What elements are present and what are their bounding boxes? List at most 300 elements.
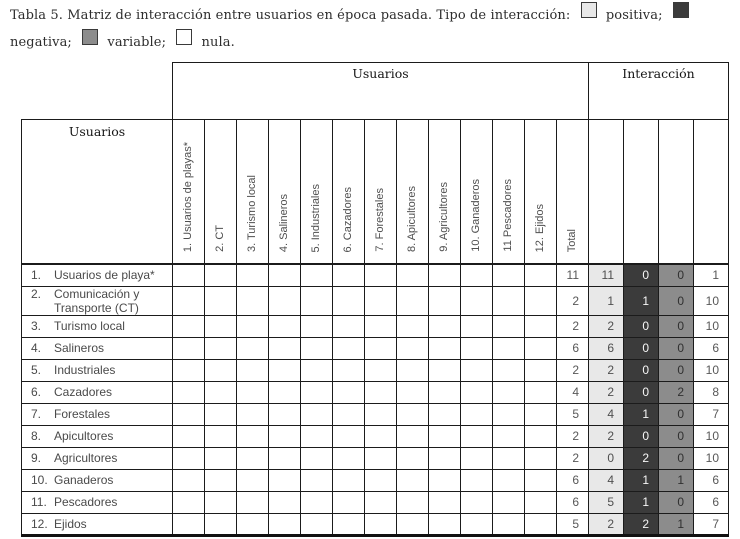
matrix-cell-nula	[365, 315, 397, 337]
matrix-cell-nula	[237, 469, 269, 491]
matrix-row	[22, 381, 729, 403]
matrix-cell-nula	[333, 381, 365, 403]
matrix-row	[22, 264, 729, 286]
legend-variable-swatch-icon	[82, 29, 98, 45]
matrix-body	[22, 264, 729, 535]
interaction-count-variable: 0	[659, 425, 694, 447]
row-label	[22, 491, 173, 513]
matrix-cell-nula	[205, 447, 237, 469]
interaction-count-nula: 10	[694, 425, 729, 447]
interaction-count-nula: 6	[694, 491, 729, 513]
matrix-cell-negativa	[205, 513, 237, 535]
matrix-row	[22, 315, 729, 337]
legend-negativa-swatch-icon	[673, 2, 689, 18]
matrix-cell-positiva	[205, 264, 237, 286]
user-column-header	[237, 120, 269, 265]
row-name: Forestales	[54, 407, 111, 421]
matrix-cell-nula	[333, 315, 365, 337]
row-header-title: Usuarios	[22, 120, 173, 265]
matrix-cell-nula	[237, 381, 269, 403]
matrix-cell-positiva	[365, 425, 397, 447]
matrix-cell-nula	[525, 315, 557, 337]
row-number: 5.	[31, 363, 42, 377]
matrix-cell-nula	[269, 403, 301, 425]
matrix-cell-positiva	[333, 337, 365, 359]
interaction-count-variable: 0	[659, 337, 694, 359]
matrix-cell-positiva	[301, 337, 333, 359]
matrix-cell-positiva	[269, 469, 301, 491]
row-label	[22, 381, 173, 403]
column-header-label: 1. Usuarios de playas*	[181, 141, 194, 252]
interaction-count-positiva: 4	[589, 469, 624, 491]
matrix-cell-nula	[397, 491, 429, 513]
interaction-count-variable: 1	[659, 513, 694, 535]
matrix-row	[22, 513, 729, 535]
matrix-row	[22, 447, 729, 469]
row-name: Ejidos	[54, 516, 87, 531]
matrix-cell-nula	[205, 381, 237, 403]
interaction-header-variable	[659, 120, 694, 265]
total-value: 11	[557, 264, 589, 286]
user-column-header	[397, 120, 429, 265]
interaction-count-positiva: 2	[589, 425, 624, 447]
matrix-cell-positiva	[173, 425, 205, 447]
column-header-label: 9. Agricultores	[437, 182, 450, 252]
row-number: 7.	[31, 407, 42, 421]
matrix-cell-nula	[333, 403, 365, 425]
matrix-cell-nula	[333, 447, 365, 469]
row-number: 9.	[31, 451, 42, 465]
column-header-label: 10. Ganaderos	[469, 179, 482, 252]
interaction-count-variable: 0	[659, 447, 694, 469]
matrix-cell-positiva	[173, 359, 205, 381]
matrix-cell-negativa	[461, 447, 493, 469]
matrix-cell-nula	[493, 315, 525, 337]
matrix-cell-positiva	[173, 513, 205, 535]
interaction-count-nula: 6	[694, 337, 729, 359]
matrix-cell-positiva	[269, 315, 301, 337]
matrix-cell-nula	[205, 469, 237, 491]
matrix-cell-nula	[301, 359, 333, 381]
matrix-cell-nula	[429, 286, 461, 315]
interaction-count-variable: 0	[659, 264, 694, 286]
matrix-cell-nula	[365, 381, 397, 403]
matrix-cell-positiva	[365, 491, 397, 513]
row-label	[22, 403, 173, 425]
interaction-count-nula: 10	[694, 315, 729, 337]
legend-nula-swatch-icon	[176, 29, 192, 45]
row-name: Ganaderos	[54, 473, 114, 487]
matrix-cell-positiva	[269, 381, 301, 403]
matrix-cell-nula	[205, 403, 237, 425]
matrix-cell-nula	[397, 513, 429, 535]
interaction-count-nula: 10	[694, 447, 729, 469]
matrix-cell-positiva	[173, 381, 205, 403]
total-value: 6	[557, 469, 589, 491]
interaction-count-positiva: 2	[589, 315, 624, 337]
column-header-label: 3. Turismo local	[245, 174, 258, 252]
matrix-cell-positiva	[173, 469, 205, 491]
matrix-cell-nula	[333, 359, 365, 381]
matrix-cell-nula	[205, 359, 237, 381]
table-caption	[10, 2, 736, 56]
matrix-cell-nula	[429, 425, 461, 447]
matrix-cell-negativa	[429, 469, 461, 491]
interaction-count-nula: 1	[694, 264, 729, 286]
matrix-cell-nula	[365, 403, 397, 425]
row-name: Pescadores	[54, 495, 118, 509]
row-name: Industriales	[54, 363, 116, 377]
user-column-header	[301, 120, 333, 265]
matrix-cell-nula	[237, 425, 269, 447]
interaction-count-nula: 10	[694, 359, 729, 381]
total-value: 5	[557, 403, 589, 425]
legend-variable-label: variable;	[107, 35, 167, 50]
matrix-cell-nula	[269, 359, 301, 381]
user-column-header	[173, 120, 205, 265]
interaction-count-variable: 1	[659, 469, 694, 491]
matrix-cell-nula	[301, 513, 333, 535]
total-value: 2	[557, 447, 589, 469]
row-label	[22, 315, 173, 337]
matrix-cell-positiva	[493, 513, 525, 535]
matrix-cell-nula	[269, 337, 301, 359]
matrix-cell-nula	[493, 469, 525, 491]
total-value: 4	[557, 381, 589, 403]
matrix-cell-nula	[365, 286, 397, 315]
column-header-label: 7. Forestales	[373, 188, 386, 252]
matrix-cell-nula	[461, 315, 493, 337]
interaction-count-nula: 8	[694, 381, 729, 403]
matrix-cell-nula	[493, 381, 525, 403]
total-value: 2	[557, 286, 589, 315]
row-number: 10.	[31, 473, 48, 487]
matrix-cell-nula	[237, 286, 269, 315]
row-number: 3.	[31, 319, 42, 333]
interaction-count-negativa: 0	[624, 337, 659, 359]
column-header-label: 5. Industriales	[309, 183, 322, 252]
matrix-cell-positiva	[173, 337, 205, 359]
interaction-count-nula: 7	[694, 513, 729, 535]
matrix-cell-positiva	[173, 286, 205, 315]
matrix-cell-nula	[525, 359, 557, 381]
row-name: Agricultores	[54, 451, 118, 465]
legend-nula-label: nula.	[201, 35, 235, 50]
column-header-label: Total	[565, 228, 578, 252]
matrix-cell-positiva	[525, 264, 557, 286]
interaction-count-nula: 6	[694, 469, 729, 491]
matrix-cell-positiva	[173, 491, 205, 513]
matrix-cell-nula	[429, 381, 461, 403]
matrix-cell-nula	[429, 513, 461, 535]
matrix-row	[22, 337, 729, 359]
users-span-header: Usuarios	[173, 63, 589, 120]
matrix-cell-nula	[525, 447, 557, 469]
matrix-cell-nula	[301, 469, 333, 491]
row-name: Apicultores	[54, 429, 114, 443]
matrix-cell-nula	[269, 286, 301, 315]
interaction-header-nula	[694, 120, 729, 265]
matrix-cell-nula	[173, 264, 205, 286]
matrix-cell-nula	[205, 425, 237, 447]
total-value: 2	[557, 315, 589, 337]
interaction-count-positiva: 11	[589, 264, 624, 286]
matrix-cell-positiva	[429, 403, 461, 425]
matrix-cell-nula	[205, 286, 237, 315]
matrix-cell-nula	[429, 337, 461, 359]
matrix-cell-nula	[397, 381, 429, 403]
column-header-label: 4. Salineros	[277, 193, 290, 252]
interaction-count-negativa: 1	[624, 469, 659, 491]
matrix-cell-nula	[301, 315, 333, 337]
matrix-cell-positiva	[237, 337, 269, 359]
row-number: 6.	[31, 385, 42, 399]
matrix-cell-nula	[333, 425, 365, 447]
total-value: 5	[557, 513, 589, 535]
row-name: Turismo local	[54, 319, 125, 333]
row-number: 12.	[31, 516, 48, 531]
interaction-count-positiva: 6	[589, 337, 624, 359]
matrix-cell-nula	[525, 513, 557, 535]
matrix-cell-positiva	[333, 264, 365, 286]
matrix-cell-nula	[461, 513, 493, 535]
matrix-cell-positiva	[269, 491, 301, 513]
interaction-count-variable: 2	[659, 381, 694, 403]
row-label	[22, 359, 173, 381]
total-column-header	[557, 120, 589, 265]
interaction-count-variable: 0	[659, 315, 694, 337]
row-label	[22, 337, 173, 359]
interaction-header-positiva	[589, 120, 624, 265]
matrix-cell-nula	[429, 447, 461, 469]
row-label	[22, 447, 173, 469]
matrix-cell-positiva	[493, 403, 525, 425]
legend-positiva-label: positiva;	[605, 8, 663, 23]
matrix-cell-nula	[237, 403, 269, 425]
matrix-cell-nula	[493, 425, 525, 447]
matrix-cell-positiva	[493, 337, 525, 359]
matrix-cell-nula	[237, 513, 269, 535]
matrix-cell-positiva	[429, 264, 461, 286]
matrix-cell-positiva	[173, 403, 205, 425]
matrix-cell-positiva	[525, 491, 557, 513]
interaction-count-nula: 10	[694, 286, 729, 315]
user-column-header	[269, 120, 301, 265]
matrix-cell-nula	[461, 286, 493, 315]
interaction-count-nula: 7	[694, 403, 729, 425]
caption-line-1	[10, 2, 736, 29]
interaction-count-negativa: 1	[624, 403, 659, 425]
matrix-cell-variable	[333, 513, 365, 535]
matrix-cell-nula	[461, 425, 493, 447]
matrix-cell-nula	[397, 315, 429, 337]
matrix-cell-negativa	[525, 403, 557, 425]
matrix-cell-nula	[237, 447, 269, 469]
interaction-count-positiva: 2	[589, 359, 624, 381]
matrix-cell-nula	[237, 315, 269, 337]
matrix-cell-nula	[429, 315, 461, 337]
matrix-cell-positiva	[397, 264, 429, 286]
matrix-cell-nula	[205, 491, 237, 513]
matrix-cell-negativa	[365, 513, 397, 535]
matrix-cell-nula	[461, 359, 493, 381]
matrix-cell-positiva	[525, 469, 557, 491]
total-value: 6	[557, 337, 589, 359]
column-header-label: 12. Ejidos	[533, 203, 546, 252]
matrix-row	[22, 491, 729, 513]
column-header-label: 6. Cazadores	[341, 186, 354, 252]
row-label	[22, 469, 173, 491]
row-label	[22, 264, 173, 286]
interaction-count-positiva: 0	[589, 447, 624, 469]
matrix-cell-nula	[269, 425, 301, 447]
row-name: Cazadores	[54, 385, 113, 399]
interaction-count-negativa: 2	[624, 513, 659, 535]
matrix-cell-nula	[205, 315, 237, 337]
user-column-header	[525, 120, 557, 265]
matrix-cell-nula	[365, 337, 397, 359]
matrix-cell-nula	[525, 337, 557, 359]
interaction-count-negativa: 0	[624, 381, 659, 403]
matrix-cell-nula	[493, 286, 525, 315]
matrix-cell-positiva	[269, 264, 301, 286]
interaction-count-negativa: 0	[624, 359, 659, 381]
matrix-cell-nula	[205, 337, 237, 359]
interaction-count-positiva: 5	[589, 491, 624, 513]
matrix-cell-nula	[301, 403, 333, 425]
matrix-cell-nula	[301, 286, 333, 315]
row-number: 2.	[31, 286, 42, 301]
column-header-label: 8. Apicultores	[405, 185, 418, 252]
matrix-cell-positiva	[461, 403, 493, 425]
matrix-cell-nula	[365, 359, 397, 381]
user-column-header	[205, 120, 237, 265]
row-label	[22, 513, 173, 535]
matrix-row	[22, 359, 729, 381]
matrix-cell-variable	[461, 381, 493, 403]
matrix-cell-positiva	[237, 264, 269, 286]
matrix-cell-nula	[365, 447, 397, 469]
matrix-cell-nula	[301, 425, 333, 447]
matrix-cell-nula	[397, 469, 429, 491]
matrix-cell-nula	[173, 447, 205, 469]
matrix-cell-variable	[333, 469, 365, 491]
matrix-cell-positiva	[493, 359, 525, 381]
interaction-span-header: Interacción	[589, 63, 729, 120]
matrix-cell-positiva	[461, 264, 493, 286]
interaction-count-negativa: 2	[624, 447, 659, 469]
interaction-count-negativa: 0	[624, 425, 659, 447]
interaction-count-variable: 0	[659, 286, 694, 315]
user-column-header	[333, 120, 365, 265]
matrix-cell-positiva	[461, 337, 493, 359]
matrix-row	[22, 286, 729, 315]
matrix-cell-negativa	[493, 447, 525, 469]
interaction-header-negativa	[624, 120, 659, 265]
matrix-cell-nula	[397, 425, 429, 447]
interaction-count-variable: 0	[659, 491, 694, 513]
interaction-count-positiva: 4	[589, 403, 624, 425]
row-label	[22, 286, 173, 315]
row-label	[22, 425, 173, 447]
legend-positiva-swatch-icon	[581, 2, 597, 18]
matrix-cell-nula	[429, 359, 461, 381]
matrix-cell-positiva	[365, 469, 397, 491]
interaction-count-negativa: 1	[624, 286, 659, 315]
matrix-cell-nula	[333, 491, 365, 513]
matrix-cell-negativa	[429, 491, 461, 513]
matrix-cell-variable	[525, 381, 557, 403]
user-column-header	[493, 120, 525, 265]
row-number: 4.	[31, 341, 42, 355]
total-value: 2	[557, 425, 589, 447]
span-header-row	[22, 63, 729, 120]
interaction-count-positiva: 2	[589, 381, 624, 403]
matrix-row	[22, 403, 729, 425]
row-name: Usuarios de playa*	[54, 268, 155, 283]
matrix-cell-negativa	[525, 286, 557, 315]
column-header-label: 11 Pescadores	[501, 179, 514, 252]
matrix-cell-nula	[301, 447, 333, 469]
matrix-row	[22, 469, 729, 491]
matrix-cell-nula	[493, 491, 525, 513]
interaction-count-variable: 0	[659, 403, 694, 425]
matrix-cell-nula	[269, 447, 301, 469]
user-column-header	[365, 120, 397, 265]
matrix-cell-positiva	[493, 264, 525, 286]
row-name: Comunicación y Transporte (CT)	[54, 286, 140, 315]
matrix-cell-positiva	[301, 264, 333, 286]
row-number: 1.	[31, 268, 42, 283]
matrix-cell-nula	[237, 491, 269, 513]
row-name: Salineros	[54, 341, 105, 355]
interaction-count-positiva: 1	[589, 286, 624, 315]
interaction-count-negativa: 0	[624, 264, 659, 286]
matrix-cell-positiva	[365, 264, 397, 286]
column-header-row	[22, 120, 729, 265]
matrix-cell-positiva	[301, 491, 333, 513]
matrix-cell-nula	[397, 286, 429, 315]
user-column-header	[461, 120, 493, 265]
column-header-label: 2. CT	[213, 225, 226, 252]
user-column-header	[429, 120, 461, 265]
interaction-matrix-table	[21, 62, 729, 537]
matrix-cell-positiva	[173, 315, 205, 337]
matrix-cell-nula	[269, 513, 301, 535]
matrix-cell-nula	[397, 337, 429, 359]
legend-negativa-label: negativa;	[10, 35, 72, 50]
row-number: 8.	[31, 429, 42, 443]
matrix-cell-nula	[397, 359, 429, 381]
total-value: 2	[557, 359, 589, 381]
matrix-cell-nula	[237, 359, 269, 381]
matrix-cell-nula	[397, 403, 429, 425]
caption-line-2	[10, 29, 736, 56]
interaction-count-negativa: 1	[624, 491, 659, 513]
matrix-cell-nula	[397, 447, 429, 469]
corner-cell	[22, 63, 173, 120]
matrix-cell-nula	[525, 425, 557, 447]
matrix-cell-nula	[333, 286, 365, 315]
matrix-cell-nula	[461, 469, 493, 491]
total-value: 6	[557, 491, 589, 513]
interaction-count-positiva: 2	[589, 513, 624, 535]
caption-intro: Tabla 5. Matriz de interacción entre usuarios en época pasada. Tipo de interacción:	[10, 8, 571, 23]
matrix-cell-nula	[301, 381, 333, 403]
interaction-count-variable: 0	[659, 359, 694, 381]
matrix-row	[22, 425, 729, 447]
interaction-count-negativa: 0	[624, 315, 659, 337]
